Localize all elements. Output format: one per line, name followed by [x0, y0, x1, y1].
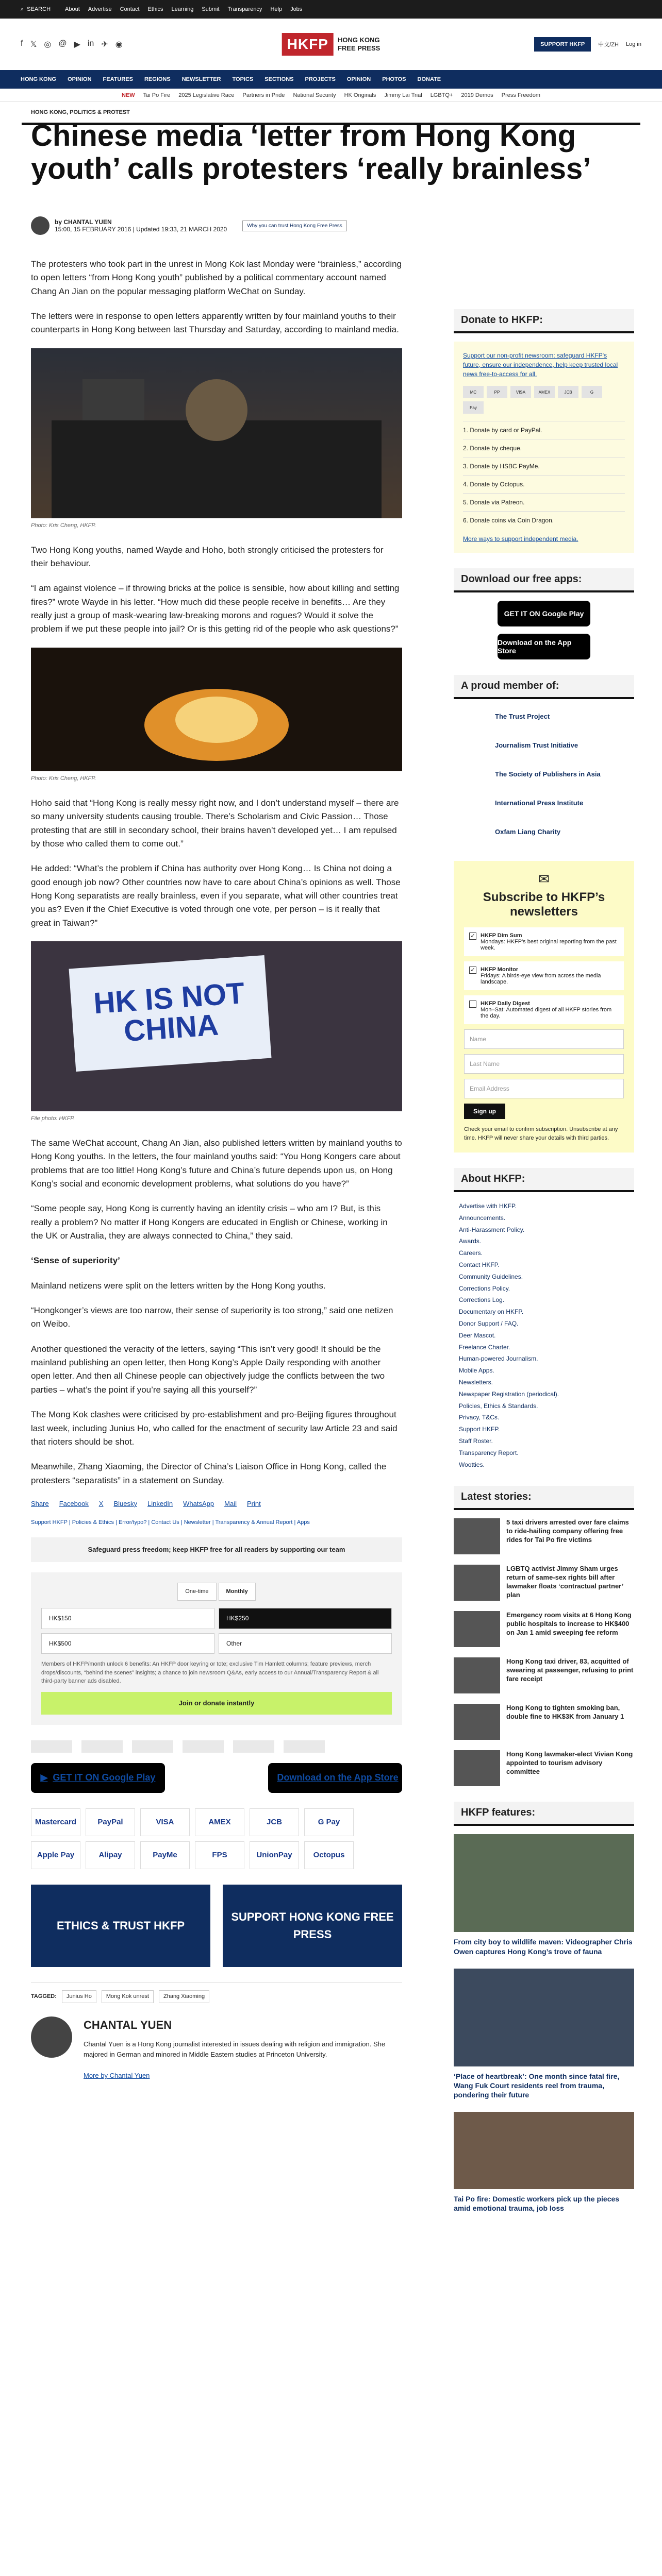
- site-header: [0, 19, 662, 70]
- share-print[interactable]: Print: [246, 1499, 261, 1507]
- ethics-banner[interactable]: ETHICS & TRUST HKFP: [31, 1885, 210, 1967]
- amount-option[interactable]: HK$500: [41, 1633, 214, 1654]
- author-box: [31, 2016, 402, 2092]
- payment-logo[interactable]: Apple Pay: [31, 1841, 80, 1869]
- trust-badges: [31, 1740, 402, 1753]
- trending-link[interactable]: Tai Po Fire: [143, 92, 171, 98]
- envelope-icon: ✉: [538, 871, 550, 887]
- share-whatsapp[interactable]: WhatsApp: [183, 1499, 214, 1507]
- name-input[interactable]: Name: [464, 1029, 624, 1049]
- donate-method[interactable]: 3. Donate by HSBC PayMe.: [463, 457, 625, 475]
- paragraph: “I am against violence – if throwing bricks at the police is sensible, how about killing and setting fires?” wrote Wayde in his letter. “How much did these people receive in benefits… Are they really just a group of mask-wearing law-breaking morons and rogues? Would it solve the problem if we put these people into jail? Or is this getting rid of the people who ask questions?”: [31, 583, 400, 634]
- payment-logo[interactable]: PayMe: [140, 1841, 190, 1869]
- author-box-name[interactable]: CHANTAL YUEN: [84, 2019, 172, 2032]
- about-link[interactable]: Freelance Charter.: [459, 1343, 510, 1351]
- login-link[interactable]: Log in: [626, 41, 641, 47]
- tag-link[interactable]: Mong Kok unrest: [102, 1990, 154, 2003]
- tag-link[interactable]: Junius Ho: [62, 1990, 96, 2003]
- checkbox-checked[interactable]: ✓: [469, 967, 476, 974]
- trending-link[interactable]: National Security: [293, 92, 336, 98]
- trending-link[interactable]: LGBTQ+: [430, 92, 453, 98]
- donate-methods: [463, 421, 625, 529]
- apps-heading: Download our free apps:: [454, 568, 634, 592]
- share-button[interactable]: Share: [31, 1499, 49, 1507]
- support-banner[interactable]: SUPPORT HONG KONG FREE PRESS: [223, 1885, 402, 1967]
- protest-scene-image: [31, 348, 402, 518]
- promo-banners: [31, 1885, 402, 1967]
- trust-badge[interactable]: [81, 1740, 123, 1753]
- about-link[interactable]: Community Guidelines.: [459, 1273, 523, 1280]
- feature-image[interactable]: [454, 1969, 634, 2066]
- app-store-button[interactable]: Download on the App Store: [268, 1763, 402, 1793]
- about-link[interactable]: Corrections Policy.: [459, 1284, 510, 1292]
- nav-item[interactable]: DONATE: [417, 76, 441, 82]
- amount-options: [41, 1608, 392, 1654]
- utility-links: [65, 6, 302, 12]
- paragraph: Mainland netizens were split on the letters written by the Hong Kong youths.: [31, 1280, 326, 1291]
- about-link[interactable]: Announcements.: [459, 1214, 506, 1222]
- site-logo[interactable]: HKFP HONG KONG FREE PRESS: [282, 33, 380, 56]
- sidebar-app-store-button[interactable]: Download on the App Store: [498, 634, 590, 659]
- member-logo[interactable]: Journalism Trust Initiative: [495, 741, 578, 749]
- share-bluesky[interactable]: Bluesky: [113, 1499, 137, 1507]
- publish-date: 15:00, 15 FEBRUARY 2016 | Updated 19:33, 21 MARCH 2020: [55, 226, 227, 233]
- amount-option[interactable]: HK$150: [41, 1608, 214, 1629]
- x-icon[interactable]: 𝕏: [30, 40, 37, 49]
- article-photo[interactable]: [31, 941, 402, 1111]
- share-x[interactable]: X: [98, 1499, 104, 1507]
- newsletter-note: Check your email to confirm subscription. Unsubscribe at any time. HKFP will never share your details with third parties.: [464, 1126, 618, 1141]
- donate-heading: Donate to HKFP:: [454, 309, 634, 333]
- newsletter-option[interactable]: ✓ HKFP Dim Sum Mondays: HKFP's best original reporting from the past week.: [464, 927, 624, 956]
- about-link[interactable]: Corrections Log.: [459, 1296, 505, 1304]
- nav-item[interactable]: REGIONS: [144, 76, 171, 82]
- member-logo[interactable]: International Press Institute: [495, 799, 584, 807]
- about-link[interactable]: Careers.: [459, 1249, 483, 1257]
- last-name-input[interactable]: Last Name: [464, 1054, 624, 1074]
- checkbox-checked[interactable]: ✓: [469, 933, 476, 940]
- card-icon: VISA: [510, 386, 531, 398]
- safeguard-banner[interactable]: Safeguard press freedom; keep HKFP free for all readers by supporting our team: [31, 1537, 402, 1562]
- donate-method[interactable]: 6. Donate coins via Coin Dragon.: [463, 511, 625, 529]
- story-item[interactable]: 5 taxi drivers arrested over fare claims to ride-hailing company offering free rides for Tai Po fire victims: [454, 1518, 634, 1554]
- donate-method[interactable]: 4. Donate by Octopus.: [463, 475, 625, 493]
- more-ways-link[interactable]: More ways to support independent media.: [463, 535, 578, 543]
- nav-item[interactable]: PROJECTS: [305, 76, 336, 82]
- about-link[interactable]: Newsletters.: [459, 1378, 493, 1386]
- about-links: [454, 1200, 634, 1470]
- story-thumbnail[interactable]: [454, 1704, 500, 1740]
- share-facebook[interactable]: Facebook: [59, 1499, 89, 1507]
- membership-note: Members of HKFP/month unlock 6 benefits: An HKFP door keyring or tote; exclusive Tim Hamlett columns; feature previews, merch drops/discounts, “behind the scenes” insights; a chance to join newsroom Q&As, early access to our Annual/Transparency Report & all third-party banner ads disabled.: [41, 1661, 379, 1685]
- story-item[interactable]: Hong Kong lawmaker-elect Vivian Kong appointed to tourism advisory committee: [454, 1750, 634, 1786]
- paragraph: Two Hong Kong youths, named Wayde and Hoho, both strongly criticised the protesters for their behaviour.: [31, 545, 384, 569]
- article-tags: [31, 1982, 402, 2003]
- donate-widget: [31, 1572, 402, 1725]
- about-link[interactable]: Wootties.: [459, 1461, 485, 1468]
- trust-badge[interactable]: [233, 1740, 274, 1753]
- monthly-toggle[interactable]: Monthly: [219, 1583, 256, 1601]
- trending-link[interactable]: Jimmy Lai Trial: [384, 92, 422, 98]
- payment-logo[interactable]: Mastercard: [31, 1808, 80, 1836]
- trust-badge[interactable]: [183, 1740, 224, 1753]
- frequency-toggle: [41, 1583, 392, 1601]
- payment-methods: [31, 1808, 402, 1869]
- story-thumbnail[interactable]: [454, 1518, 500, 1554]
- donate-method[interactable]: 1. Donate by card or PayPal.: [463, 421, 625, 439]
- donate-box: [454, 342, 634, 553]
- social-icons: [21, 39, 123, 49]
- telegram-icon[interactable]: ✈: [101, 40, 108, 49]
- utility-link[interactable]: Transparency: [227, 6, 262, 12]
- share-linkedin[interactable]: LinkedIn: [147, 1499, 173, 1507]
- latest-stories: [454, 1518, 634, 1786]
- paragraph: “Hongkonger’s views are too narrow, their sense of superiority is too strong,” said one netizen on Weibo.: [31, 1306, 393, 1329]
- byline: [31, 216, 347, 235]
- sidebar: [454, 309, 634, 2226]
- trust-link[interactable]: Why you can trust Hong Kong Free Press: [242, 221, 347, 231]
- about-link[interactable]: Transparency Report.: [459, 1449, 519, 1456]
- trending-label: NEW: [122, 92, 135, 98]
- language-switch[interactable]: 中文/ZH: [598, 42, 619, 48]
- trending-link[interactable]: Partners in Pride: [242, 92, 285, 98]
- page-title: Chinese media ‘letter from Hong Kong youth’ calls protesters ‘really brainless’: [31, 119, 591, 185]
- utility-link[interactable]: Contact: [120, 6, 140, 12]
- nav-item[interactable]: FEATURES: [103, 76, 133, 82]
- about-link[interactable]: Documentary on HKFP.: [459, 1308, 524, 1316]
- article-photo[interactable]: [31, 348, 402, 518]
- member-logo[interactable]: Oxfam Liang Charity: [495, 827, 561, 836]
- about-link[interactable]: Policies, Ethics & Standards.: [459, 1402, 538, 1410]
- card-icon: Pay: [463, 401, 484, 414]
- about-heading: About HKFP:: [454, 1168, 634, 1192]
- email-input[interactable]: Email Address: [464, 1079, 624, 1098]
- story-item[interactable]: Emergency room visits at 6 Hong Kong public hospitals to increase to HK$400 on Jan 1 amid sweeping fee reform: [454, 1611, 634, 1647]
- trust-badge[interactable]: [31, 1740, 72, 1753]
- trending-link[interactable]: HK Originals: [344, 92, 376, 98]
- paragraph: The Mong Kok clashes were criticised by pro-establishment and pro-Beijing figures throughout last week, including Junius Ho, who called for the enactment of security law Article 23 and said that rioters should be shot.: [31, 1410, 398, 1447]
- about-link[interactable]: Support HKFP.: [459, 1426, 500, 1433]
- article-footer-links[interactable]: Support HKFP | Policies & Ethics | Error/typo? | Contact Us | Newsletter | Transparency & Annual Report | Apps: [31, 1519, 310, 1526]
- trending-link[interactable]: 2025 Legislative Race: [178, 92, 235, 98]
- card-icon: G: [582, 386, 602, 398]
- sidebar-google-play-button[interactable]: GET IT ON Google Play: [498, 601, 590, 626]
- join-button[interactable]: Join or donate instantly: [41, 1692, 392, 1715]
- nav-item[interactable]: OPINION: [68, 76, 92, 82]
- utility-link[interactable]: Ethics: [147, 6, 163, 12]
- payment-logo[interactable]: Octopus: [304, 1841, 354, 1869]
- rss-icon[interactable]: ◉: [115, 40, 123, 49]
- trending-link[interactable]: 2019 Demos: [461, 92, 493, 98]
- paragraph: The protesters who took part in the unrest in Mong Kok last Monday were “brainless,” according to open letters “from Hong Kong youth” published by a political commentary account named Chang An Jian on the popular messaging platform WeChat on Sunday.: [31, 259, 402, 296]
- header-actions: [534, 37, 641, 52]
- member-heading: A proud member of:: [454, 675, 634, 699]
- paragraph: Hoho said that “Hong Kong is really messy right now, and I don’t understand myself – there are so many university students causing trouble. There’s Scholarism and Civic Passion… Those protesting that are still in secondary school, their brains haven’t developed yet… I am repulsed by those who called them to come out.”: [31, 798, 399, 849]
- subheading: ‘Sense of superiority’: [31, 1256, 120, 1266]
- tags-label: TAGGED:: [31, 1993, 57, 2000]
- checkbox[interactable]: [469, 1001, 476, 1008]
- paragraph: The letters were in response to open letters apparently written by four mainland youths to their counterparts in Hong Kong between last Thursday and Saturday, according to mainland media.: [31, 311, 399, 335]
- feature-item[interactable]: Tai Po fire: Domestic workers pick up the pieces amid emotional trauma, job loss: [454, 2112, 634, 2213]
- card-icon: JCB: [558, 386, 578, 398]
- author-photo[interactable]: [31, 2016, 72, 2058]
- google-play-icon: ▶: [40, 1772, 48, 1783]
- newsletter-signup: [454, 861, 634, 1153]
- article-body: [31, 258, 402, 2092]
- facebook-icon[interactable]: f: [21, 39, 23, 48]
- utility-link[interactable]: Submit: [202, 6, 220, 12]
- about-link[interactable]: Anti-Harassment Policy.: [459, 1226, 525, 1233]
- donate-method[interactable]: 5. Donate via Patreon.: [463, 493, 625, 511]
- feature-item[interactable]: ‘Place of heartbreak’: One month since fatal fire, Wang Fuk Court residents reel from trauma, pondering their future: [454, 1969, 634, 2100]
- trust-badge[interactable]: [132, 1740, 173, 1753]
- card-icon: AMEX: [534, 386, 555, 398]
- instagram-icon[interactable]: ◎: [44, 40, 52, 49]
- donate-intro[interactable]: Support our non-profit newsroom: safeguard HKFP's future, ensure our independence, help keep trusted local news free-to-access for all.: [463, 352, 618, 378]
- utility-link[interactable]: About: [65, 6, 80, 12]
- tag-link[interactable]: Zhang Xiaoming: [159, 1990, 209, 2003]
- feature-image[interactable]: [454, 2112, 634, 2189]
- protest-sign: HK IS NOT CHINA: [69, 955, 271, 1072]
- feature-item[interactable]: From city boy to wildlife maven: Videographer Chris Owen captures Hong Kong’s trove of fauna: [454, 1834, 634, 1956]
- article-category[interactable]: HONG KONG, POLITICS & PROTEST: [31, 109, 130, 115]
- story-thumbnail[interactable]: [454, 1565, 500, 1601]
- trending-bar: [0, 89, 662, 102]
- utility-link[interactable]: Learning: [171, 6, 194, 12]
- search-icon: ⌕: [21, 6, 24, 12]
- feature-stories: [454, 1834, 634, 2213]
- payment-logo[interactable]: PayPal: [86, 1808, 135, 1836]
- about-link[interactable]: Awards.: [459, 1238, 482, 1245]
- story-item[interactable]: LGBTQ activist Jimmy Sham urges return of same-sex rights bill after lawmaker floats ‘contractual partner’ plan: [454, 1565, 634, 1601]
- payment-logo[interactable]: G Pay: [304, 1808, 354, 1836]
- nav-item[interactable]: TOPICS: [232, 76, 254, 82]
- latest-heading: Latest stories:: [454, 1486, 634, 1510]
- story-item[interactable]: Hong Kong to tighten smoking ban, double fine to HK$3K from January 1: [454, 1704, 634, 1740]
- utility-link[interactable]: Advertise: [88, 6, 112, 12]
- about-link[interactable]: Staff Roster.: [459, 1437, 493, 1445]
- youtube-icon[interactable]: ▶: [74, 40, 80, 49]
- photo-caption: File photo: HKFP.: [31, 1115, 75, 1122]
- photo-caption: Photo: Kris Cheng, HKFP.: [31, 522, 96, 529]
- donate-method[interactable]: 2. Donate by cheque.: [463, 439, 625, 457]
- paragraph: The same WeChat account, Chang An Jian, also published letters written by mainland youths to Hong Kong youths. In the letters, the four mainland youths said: “You Hong Kongers care about problems that are too little! Hong Kong’s future and China’s future depends upon us, on Hong Kong’s social and economic development problems, what solutions do you have?”: [31, 1138, 402, 1189]
- nav-item[interactable]: OPINION: [346, 76, 371, 82]
- utility-link[interactable]: Jobs: [290, 6, 303, 12]
- paragraph: “Some people say, Hong Kong is currently having an identity crisis – who am I? But, is this really a problem? No matter if Hong Kongers are educated in English or Chinese, working in the UK or Australia, they are always connected to China,” they said.: [31, 1204, 388, 1241]
- sidebar-app-buttons: [454, 601, 634, 659]
- nav-item[interactable]: PHOTOS: [382, 76, 406, 82]
- author-avatar[interactable]: [31, 216, 49, 235]
- newsletter-option[interactable]: ✓ HKFP Monitor Fridays: A birds-eye view from across the media landscape.: [464, 961, 624, 990]
- member-logo[interactable]: The Society of Publishers in Asia: [495, 770, 601, 778]
- paragraph: Another questioned the veracity of the letters, saying “This isn’t very good! It should be the mainland publishing an open letter, then Hong Kong’s Apple Daily responding with another open letter. And then all Chinese people can objectively judge the conflicts between the two parties – what’s the point if you’re saying all this yourself?”: [31, 1344, 385, 1395]
- trust-badge[interactable]: [284, 1740, 325, 1753]
- features-heading: HKFP features:: [454, 1802, 634, 1826]
- card-icon: MC: [463, 386, 484, 398]
- member-logos: [454, 707, 634, 840]
- photo-caption: Photo: Kris Cheng, HKFP.: [31, 775, 96, 782]
- about-link[interactable]: Newspaper Registration (periodical).: [459, 1390, 559, 1398]
- share-mail[interactable]: Mail: [224, 1499, 237, 1507]
- article-photo[interactable]: [31, 648, 402, 771]
- about-link[interactable]: Privacy, T&Cs.: [459, 1414, 500, 1421]
- amount-option-selected[interactable]: HK$250: [219, 1608, 392, 1629]
- about-link[interactable]: Deer Mascot.: [459, 1331, 496, 1339]
- about-link[interactable]: Advertise with HKFP.: [459, 1202, 517, 1210]
- app-store-buttons: [31, 1763, 402, 1793]
- more-by-author-link[interactable]: More by Chantal Yuen: [84, 2072, 150, 2080]
- newsletter-heading: Subscribe to HKFP’s newsletters: [483, 890, 605, 919]
- nav-item[interactable]: HONG KONG: [21, 76, 57, 82]
- nav-item[interactable]: SECTIONS: [264, 76, 294, 82]
- story-item[interactable]: Hong Kong taxi driver, 83, acquitted of swearing at passenger, refusing to print fare receipt: [454, 1657, 634, 1693]
- author-name[interactable]: by CHANTAL YUEN: [55, 218, 112, 226]
- paragraph: He added: “What’s the problem if China has authority over Hong Kong… Is China not doing a good enough job now? Other countries now have to care about China’s opinions as well. Those Hong Kong separatists are really brainless, even if you separate, what will other countries treat you as? Even if the Chief Executive is voted through one vote, per person – is it really that great in Taiwan?”: [31, 863, 401, 928]
- paragraph: Meanwhile, Zhang Xiaoming, the Director of China’s Liaison Office in Hong Kong, called the protesters “separatists” in a statement on Sunday.: [31, 1462, 387, 1485]
- about-link[interactable]: Donor Support / FAQ.: [459, 1319, 519, 1327]
- story-thumbnail[interactable]: [454, 1611, 500, 1647]
- story-thumbnail[interactable]: [454, 1750, 500, 1786]
- utility-link[interactable]: Help: [270, 6, 283, 12]
- newsletter-option[interactable]: HKFP Daily Digest Mon–Sat: Automated digest of all HKFP stories from the day.: [464, 995, 624, 1024]
- payment-logo[interactable]: AMEX: [195, 1808, 244, 1836]
- story-thumbnail[interactable]: [454, 1657, 500, 1693]
- support-hkfp-button[interactable]: SUPPORT HKFP: [534, 37, 591, 52]
- feature-image[interactable]: [454, 1834, 634, 1932]
- payment-logo[interactable]: JCB: [250, 1808, 299, 1836]
- payment-logo[interactable]: UnionPay: [250, 1841, 299, 1869]
- trending-link[interactable]: Press Freedom: [501, 92, 540, 98]
- amount-option[interactable]: Other: [219, 1633, 392, 1654]
- share-bar: [31, 1499, 402, 1509]
- search-button[interactable]: ⌕ SEARCH: [21, 6, 51, 12]
- member-logo[interactable]: The Trust Project: [495, 712, 550, 720]
- linkedin-icon[interactable]: in: [87, 39, 94, 48]
- payment-icons: [463, 386, 625, 414]
- sign-up-button[interactable]: Sign up: [464, 1104, 505, 1119]
- fire-scene-image: [31, 648, 402, 771]
- author-bio: Chantal Yuen is a Hong Kong journalist interested in issues dealing with religion and immigration. She majored in German and minored in Middle Eastern studies at Princeton University.: [84, 2040, 386, 2058]
- google-play-button[interactable]: ▶ GET IT ON Google Play: [31, 1763, 165, 1793]
- payment-logo[interactable]: Alipay: [86, 1841, 135, 1869]
- about-link[interactable]: Contact HKFP.: [459, 1261, 500, 1268]
- payment-logo[interactable]: FPS: [195, 1841, 244, 1869]
- about-link[interactable]: Human-powered Journalism.: [459, 1355, 538, 1363]
- card-icon: PP: [487, 386, 507, 398]
- main-nav: [0, 70, 662, 89]
- one-time-toggle[interactable]: One-time: [177, 1583, 216, 1601]
- top-utility-bar: [0, 0, 662, 19]
- payment-logo[interactable]: VISA: [140, 1808, 190, 1836]
- nav-item[interactable]: NEWSLETTER: [181, 76, 221, 82]
- about-link[interactable]: Mobile Apps.: [459, 1367, 494, 1375]
- threads-icon[interactable]: @: [58, 39, 67, 48]
